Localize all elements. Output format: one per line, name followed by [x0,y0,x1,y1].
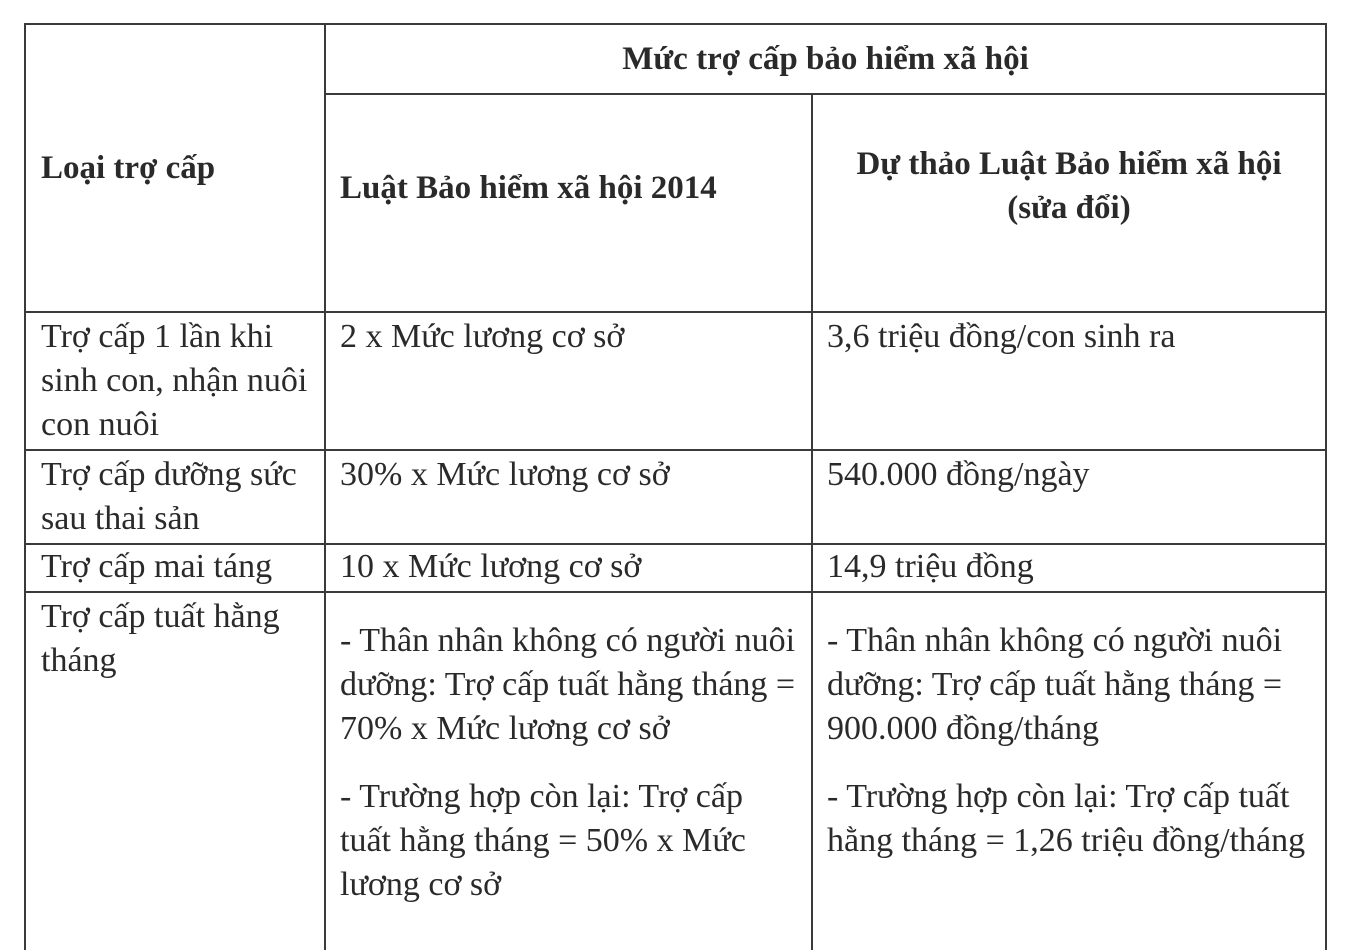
cell-benefit-type: Trợ cấp mai táng [25,544,325,592]
header-benefit-type-label: Loại trợ cấp [41,150,216,186]
header-law-2014 [325,94,812,312]
header-row-top [25,24,1326,94]
header-benefit-type [25,24,325,312]
table-row [25,592,1326,950]
table-row [25,450,1326,544]
cell-draft: 14,9 triệu đồng [812,544,1326,592]
table-row [25,544,1326,592]
cell-law-2014: 2 x Mức lương cơ sở [325,312,812,450]
header-group-title-label: Mức trợ cấp bảo hiểm xã hội [622,40,1029,77]
header-draft-law [812,94,1326,312]
table-row [25,312,1326,450]
cell-law-2014: 30% x Mức lương cơ sở [325,450,812,544]
cell-draft [812,592,1326,950]
benefit-comparison-table [24,23,1327,950]
cell-draft: 540.000 đồng/ngày [812,450,1326,544]
cell-benefit-type: Trợ cấp 1 lần khi sinh con, nhận nuôi con nuôi [25,312,325,450]
header-draft-law-label: Dự thảo Luật Bảo hiểm xã hội (sửa đổi) [856,146,1282,226]
draft-case-other: - Trường hợp còn lại: Trợ cấp tuất hằng tháng = 1,26 triệu đồng/tháng [827,778,1306,859]
header-group-title [325,24,1326,94]
cell-benefit-type: Trợ cấp tuất hằng tháng [25,592,325,950]
cell-law-2014 [325,592,812,950]
cell-draft: 3,6 triệu đồng/con sinh ra [812,312,1326,450]
header-law-2014-label: Luật Bảo hiểm xã hội 2014 [340,170,717,206]
law-2014-case-no-caretaker: - Thân nhân không có người nuôi dưỡng: Trợ cấp tuất hằng tháng = 70% x Mức lương cơ sở [340,622,796,747]
law-2014-case-other: - Trường hợp còn lại: Trợ cấp tuất hằng tháng = 50% x Mức lương cơ sở [340,778,746,903]
cell-law-2014: 10 x Mức lương cơ sở [325,544,812,592]
cell-benefit-type: Trợ cấp dưỡng sức sau thai sản [25,450,325,544]
draft-case-no-caretaker: - Thân nhân không có người nuôi dưỡng: Trợ cấp tuất hằng tháng = 900.000 đồng/tháng [827,622,1283,747]
